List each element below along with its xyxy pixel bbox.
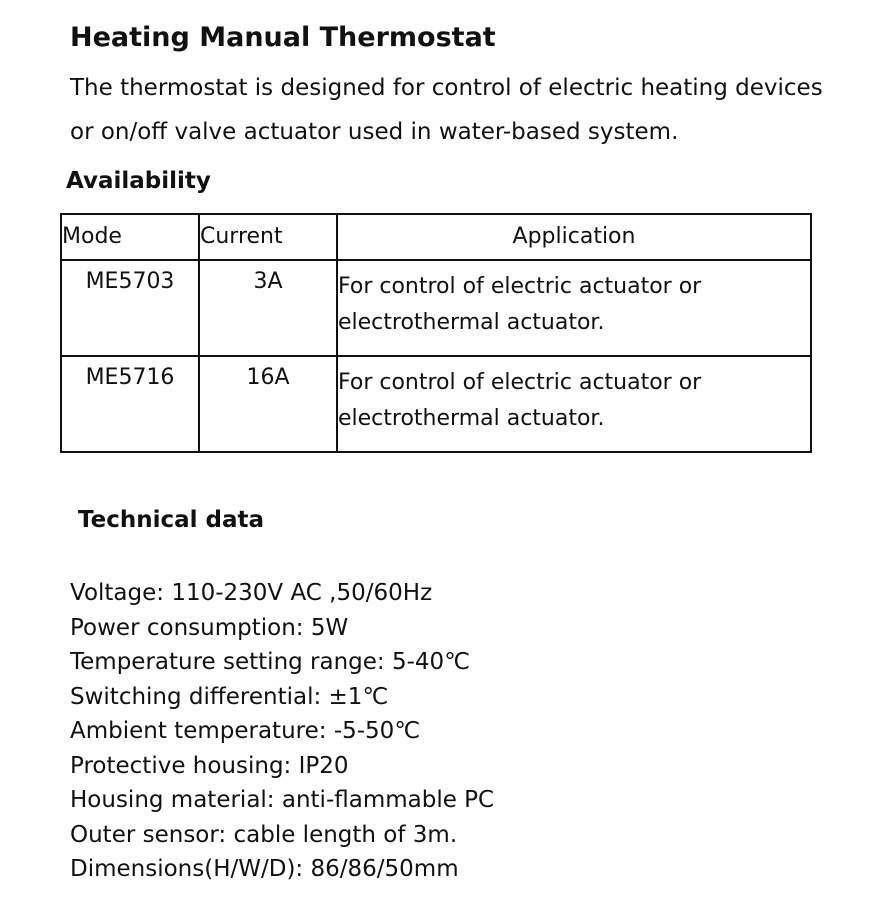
- spec-voltage: Voltage: 110-230V AC ,50/60Hz: [70, 580, 433, 606]
- cell-mode: ME5716: [61, 356, 199, 452]
- application-line: electrothermal actuator.: [338, 406, 605, 431]
- cell-application: [337, 260, 811, 356]
- cell-application: [337, 356, 811, 452]
- table-row: [61, 356, 811, 452]
- table-header-row: [61, 214, 811, 260]
- column-header-application: Application: [337, 214, 811, 260]
- availability-heading: Availability: [66, 168, 211, 194]
- spec-housing-material: Housing material: anti-flammable PC: [70, 787, 495, 813]
- spec-ambient-temperature: Ambient temperature: -5-50℃: [70, 718, 421, 744]
- application-line: For control of electric actuator or: [338, 370, 702, 395]
- intro-line: or on/off valve actuator used in water-based system.: [70, 119, 679, 145]
- technical-data-heading: Technical data: [78, 507, 265, 533]
- spec-power-consumption: Power consumption: 5W: [70, 614, 349, 641]
- application-line: electrothermal actuator.: [338, 310, 605, 335]
- column-header-current: Current: [199, 214, 337, 260]
- page-title: Heating Manual Thermostat: [70, 22, 496, 53]
- application-line: For control of electric actuator or: [338, 274, 702, 299]
- spec-dimensions: Dimensions(H/W/D): 86/86/50mm: [70, 856, 459, 882]
- cell-current: 3A: [199, 260, 337, 356]
- availability-table: [60, 213, 812, 453]
- spec-protective-housing: Protective housing: IP20: [70, 752, 349, 779]
- spec-switching-differential: Switching differential: ±1℃: [70, 683, 389, 710]
- spec-outer-sensor: Outer sensor: cable length of 3m.: [70, 821, 458, 848]
- spec-temperature-range: Temperature setting range: 5-40℃: [70, 649, 471, 675]
- intro-paragraph: [70, 66, 850, 154]
- cell-current: 16A: [199, 356, 337, 452]
- intro-line: The thermostat is designed for control of electric heating devices: [70, 75, 823, 101]
- table-row: [61, 260, 811, 356]
- cell-mode: ME5703: [61, 260, 199, 356]
- column-header-mode: Mode: [61, 214, 199, 260]
- technical-data-list: [70, 576, 494, 887]
